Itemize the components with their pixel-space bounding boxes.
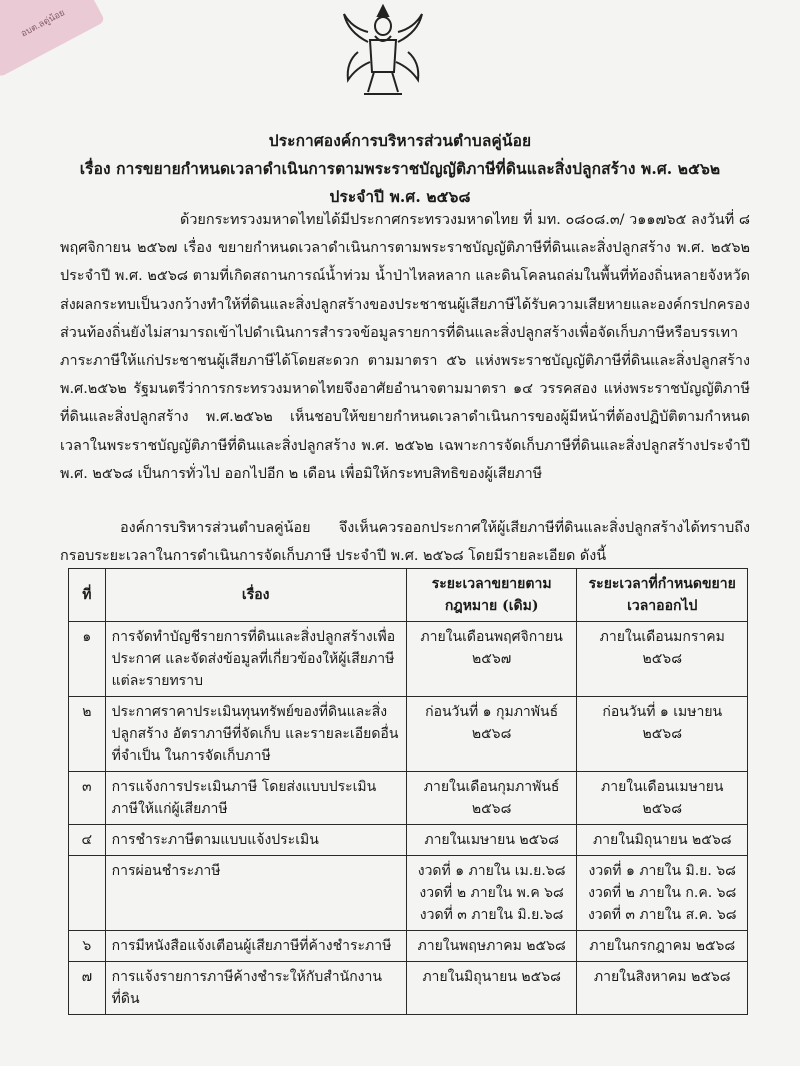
row-no: ๔ xyxy=(69,825,106,856)
row-extended: งวดที่ ๑ ภายใน มิ.ย. ๖๘ งวดที่ ๒ ภายใน ก.ค. ๖๘ งวดที่ ๓ ภายใน ส.ค. ๖๘ xyxy=(577,856,748,931)
paragraph-1-text: ด้วยกระทรวงมหาดไทยได้มีประกาศกระทรวงมหาดไทย ที่ มท. ๐๘๐๘.๓/ ว๑๑๗๖๕ ลงวันที่ ๘ พฤศจิกายน ๒๕๖๗ เรื่อง ขยายกำหนดเวลาดำเนินการตามพระราชบัญญัติภาษีที่ดินและสิ่งปลูกสร้าง พ.ศ. ๒๕๖๒ ประจำปี พ.ศ. ๒๕๖๘ ตามที่เกิดสถานการณ์น้ำท่วม น้ำป่าไหลหลาก และดินโคลนถล่มในพื้นที่ท้องถิ่นหลายจังหวัดส่งผลกระทบเป็นวงกว้างทำให้ที่ดินและสิ่งปลูกสร้างของประชาชนผู้เสียภาษีได้รับความเสียหายและองค์กรปกครองส่วนท้องถิ่นยังไม่สามารถเข้าไปดำเนินการสำรวจข้อมูลรายการที่ดินและสิ่งปลูกสร้างเพื่อจัดเก็บภาษีหรือบรรเทาภาระภาษีให้แก่ประชาชนผู้เสียภาษีได้โดยสะดวก ตามมาตรา ๕๖ แห่งพระราชบัญญัติภาษีที่ดินและสิ่งปลูกสร้าง พ.ศ.๒๕๖๒ รัฐมนตรีว่าการกระทรวงมหาดไทยจึงอาศัยอำนาจตามมาตรา ๑๔ วรรคสอง แห่งพระราชบัญญัติภาษีที่ดินและสิ่งปลูกสร้าง พ.ศ.๒๕๖๒ เห็นชอบให้ขยายกำหนดเวลาดำเนินการของผู้มีหน้าที่ต้องปฏิบัติตามกำหนดเวลาในพระราชบัญญัติภาษีที่ดินและสิ่งปลูกสร้าง พ.ศ. ๒๕๖๒ เฉพาะการจัดเก็บภาษีที่ดินและสิ่งปลูกสร้างประจำปี พ.ศ. ๒๕๖๘ เป็นการทั่วไป ออกไปอีก ๒ เดือน เพื่อมิให้กระทบสิทธิของผู้เสียภาษี xyxy=(60,212,750,482)
header-subject: เรื่อง xyxy=(105,569,406,622)
row-extended: ภายในเดือนมกราคม ๒๕๖๘ xyxy=(577,622,748,697)
garuda-emblem-icon xyxy=(338,2,428,102)
row-subject: การชำระภาษีตามแบบแจ้งประเมิน xyxy=(105,825,406,856)
row-subject: ประกาศราคาประเมินทุนทรัพย์ของที่ดินและสิ่งปลูกสร้าง อัตราภาษีที่จัดเก็บ และรายละเอียดอื่นที่จำเป็น ในการจัดเก็บภาษี xyxy=(105,697,406,772)
paragraph-1 xyxy=(60,206,750,488)
row-no: ๓ xyxy=(69,772,106,825)
row-extended: ภายในเดือนเมษายน ๒๕๖๘ xyxy=(577,772,748,825)
row-original: งวดที่ ๑ ภายใน เม.ย.๖๘ งวดที่ ๒ ภายใน พ.ค ๖๘ งวดที่ ๓ ภายใน มิ.ย.๖๘ xyxy=(406,856,577,931)
row-original: ภายในพฤษภาคม ๒๕๖๘ xyxy=(406,931,577,962)
org-title: ประกาศองค์การบริหารส่วนตำบลคู่น้อย xyxy=(268,131,532,150)
row-extended: ภายในมิถุนายน ๒๕๖๘ xyxy=(577,825,748,856)
row-extended: ภายในสิงหาคม ๒๕๖๘ xyxy=(577,962,748,1015)
table-row xyxy=(69,931,748,962)
received-stamp xyxy=(0,0,105,78)
row-subject: การจัดทำบัญชีรายการที่ดินและสิ่งปลูกสร้างเพื่อประกาศ และจัดส่งข้อมูลที่เกี่ยวข้องให้ผู้เสียภาษีแต่ละรายทราบ xyxy=(105,622,406,697)
row-extended: ภายในกรกฎาคม ๒๕๖๘ xyxy=(577,931,748,962)
table-row xyxy=(69,772,748,825)
table-header-row xyxy=(69,569,748,622)
subject-title: เรื่อง การขยายกำหนดเวลาดำเนินการตามพระราชบัญญัติภาษีที่ดินและสิ่งปลูกสร้าง พ.ศ. ๒๕๖๒ xyxy=(79,159,721,178)
row-no: ๗ xyxy=(69,962,106,1015)
table-row xyxy=(69,825,748,856)
row-original: ภายในมิถุนายน ๒๕๖๘ xyxy=(406,962,577,1015)
paragraph-2-text: องค์การบริหารส่วนตำบลคู่น้อย จึงเห็นควรออกประกาศให้ผู้เสียภาษีที่ดินและสิ่งปลูกสร้างได้ทราบถึงกรอบระยะเวลาในการดำเนินการจัดเก็บภาษี ประจำปี พ.ศ. ๒๕๖๘ โดยมีรายละเอียด ดังนี้ xyxy=(60,520,750,565)
header-no: ที่ xyxy=(69,569,106,622)
schedule-table xyxy=(68,568,748,1015)
year-title: ประจำปี พ.ศ. ๒๕๖๘ xyxy=(329,187,471,206)
header-original-period: ระยะเวลาขยายตามกฎหมาย (เดิม) xyxy=(406,569,577,622)
row-original: ภายในเดือนกุมภาพันธ์ ๒๕๖๘ xyxy=(406,772,577,825)
row-original: ภายในเดือนพฤศจิกายน ๒๕๖๗ xyxy=(406,622,577,697)
stamp-text: อบต.ลดู่น้อย xyxy=(19,8,67,40)
row-no: ๑ xyxy=(69,622,106,697)
row-subject: การมีหนังสือแจ้งเตือนผู้เสียภาษีที่ค้างชำระภาษี xyxy=(105,931,406,962)
table-row xyxy=(69,697,748,772)
row-subject: การผ่อนชำระภาษี xyxy=(105,856,406,931)
paragraph-2 xyxy=(60,514,750,570)
header-extended-period: ระยะเวลาที่กำหนดขยายเวลาออกไป xyxy=(577,569,748,622)
row-no: ๖ xyxy=(69,931,106,962)
table-row xyxy=(69,622,748,697)
row-extended: ก่อนวันที่ ๑ เมษายน ๒๕๖๘ xyxy=(577,697,748,772)
row-no xyxy=(69,856,106,931)
table-row xyxy=(69,856,748,931)
row-original: ก่อนวันที่ ๑ กุมภาพันธ์ ๒๕๖๘ xyxy=(406,697,577,772)
row-subject: การแจ้งการประเมินภาษี โดยส่งแบบประเมินภาษีให้แก่ผู้เสียภาษี xyxy=(105,772,406,825)
row-original: ภายในเมษายน ๒๕๖๘ xyxy=(406,825,577,856)
row-subject: การแจ้งรายการภาษีค้างชำระให้กับสำนักงานที่ดิน xyxy=(105,962,406,1015)
table-row xyxy=(69,962,748,1015)
row-no: ๒ xyxy=(69,697,106,772)
